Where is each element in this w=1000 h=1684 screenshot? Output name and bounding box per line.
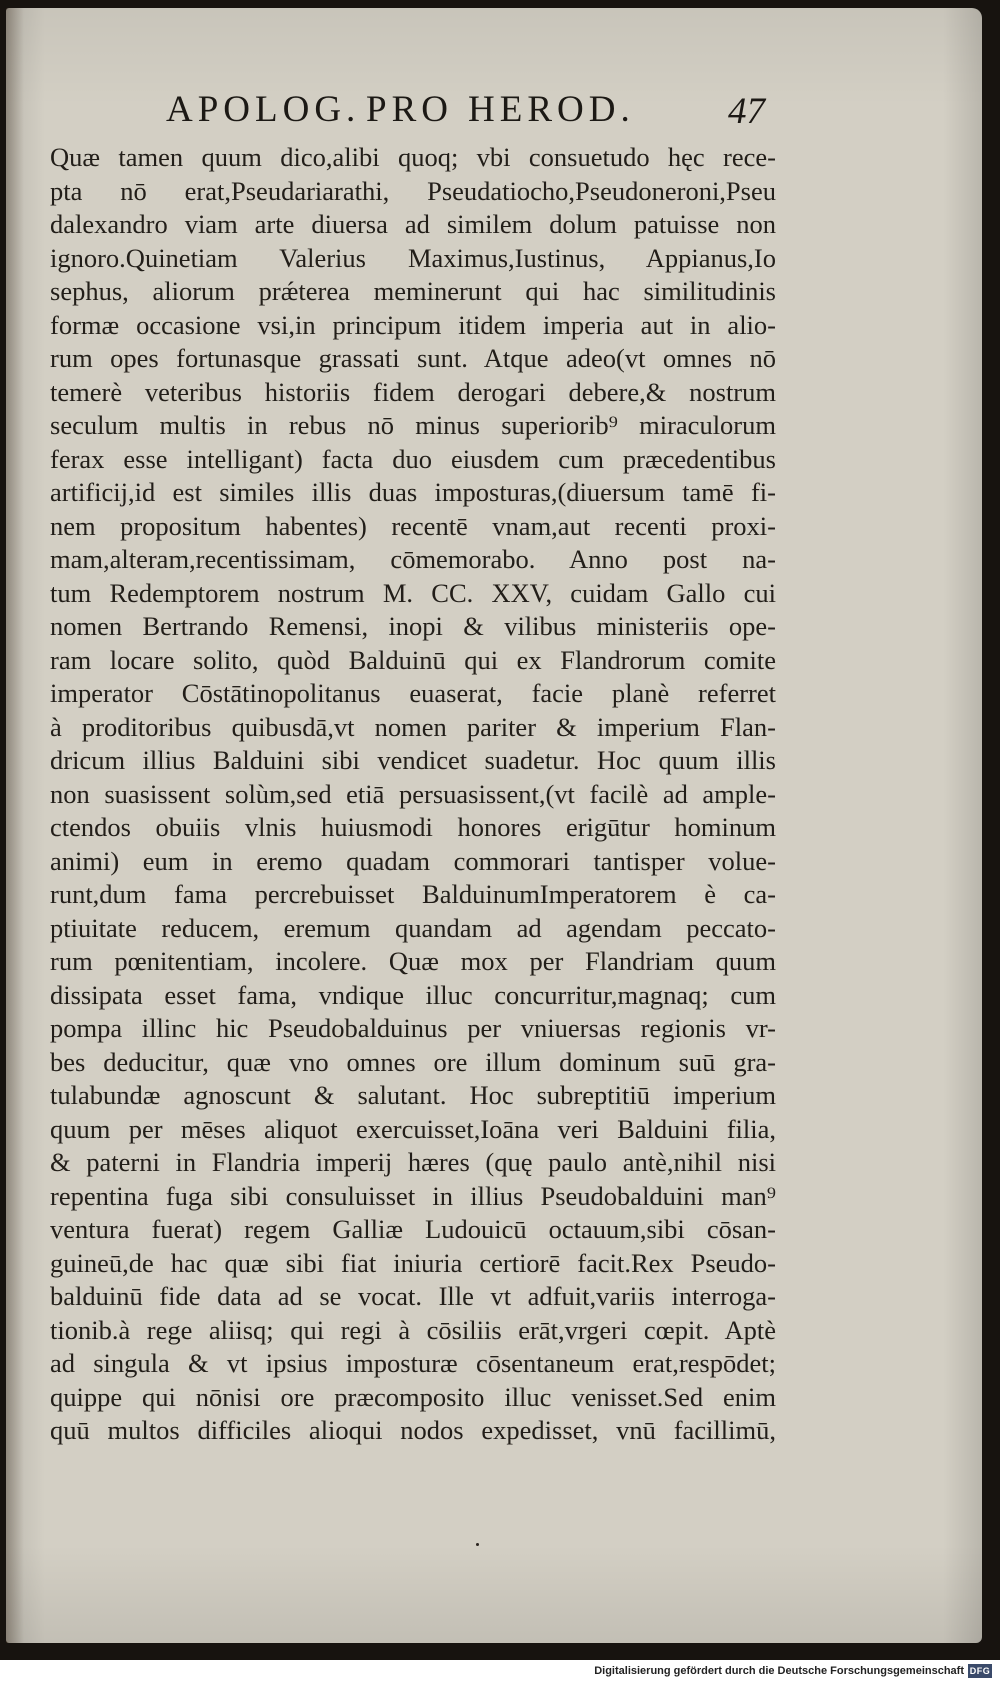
text-line: tulabundæ agnoscunt & salutant. Hoc subreptitiū imperium	[50, 1080, 776, 1110]
text-line: quū multos difficiles alioqui nodos expedisset, vnū facillimū,	[50, 1415, 776, 1445]
text-line: mam,alteram,recentissimam, cōmemorabo. Anno post na-	[50, 544, 776, 574]
text-line: imperator Cōstātinopolitanus euaserat, facie planè referret	[50, 678, 776, 708]
text-line: ventura fuerat) regem Galliæ Ludouicū octauum,sibi cōsan-	[50, 1214, 776, 1244]
text-line: nomen Bertrando Remensi, inopi & vilibus ministeriis ope-	[50, 611, 776, 641]
text-line: tionib.à rege aliisq; qui regi à cōsiliis erāt,vrgeri cœpit. Aptè	[50, 1314, 776, 1345]
text-line: balduinū fide data ad se vocat. Ille vt adfuit,variis interroga-	[50, 1281, 776, 1311]
text-line: ignoro.Quinetiam Valerius Maximus,Iustinus, Appianus,Io	[50, 242, 776, 273]
text-line: Quæ tamen quum dico,alibi quoq; vbi consuetudo hęc rece-	[50, 142, 776, 172]
text-line: pta nō erat,Pseudariarathi, Pseudatiocho,Pseudoneroni,Pseu	[50, 175, 776, 206]
running-head-middle: PRO	[366, 89, 453, 130]
text-line: repentina fuga sibi consuluisset in illius Pseudobalduini man⁹	[50, 1180, 776, 1211]
text-line: bes deducitur, quæ vno omnes ore illum dominum suū gra-	[50, 1046, 776, 1077]
text-line: & paterni in Flandria imperij hæres (quę paulo antè,nihil nisi	[50, 1147, 776, 1177]
text-line: dalexandro viam arte diuersa ad similem dolum patuisse non	[50, 209, 776, 239]
text-line: rum pœnitentiam, incolere. Quæ mox per Flandriam quum	[50, 946, 776, 976]
text-line: seculum multis in rebus nō minus superiorib⁹ miraculorum	[50, 410, 776, 440]
book-page	[6, 8, 982, 1643]
text-line: ad singula & vt ipsius imposturæ cōsentaneum erat,respōdet;	[50, 1348, 776, 1378]
text-line: ram locare solito, quòd Balduinū qui ex Flandrorum comite	[50, 644, 776, 675]
funding-credit: Digitalisierung gefördert durch die Deutsche Forschungsgemeinschaft	[594, 1665, 964, 1677]
dfg-logo-icon: DFG	[969, 1666, 991, 1676]
text-line: nem propositum habentes) recentē vnam,aut recenti proxi-	[50, 510, 776, 541]
page-number: 47	[728, 91, 765, 132]
running-head	[166, 88, 776, 138]
text-line: ctendos obuiis vlnis huiusmodi honores erigūtur hominum	[50, 812, 776, 842]
text-line: quum per mēses aliquot exercuisset,Ioāna veri Balduini filia,	[50, 1113, 776, 1144]
text-line: artificij,id est similes illis duas imposturas,(diuersum tamē fi-	[50, 477, 776, 507]
text-line: runt,dum fama percrebuisset BalduinumImperatorem è ca-	[50, 879, 776, 909]
ink-speck	[476, 1543, 479, 1546]
text-line: ptiuitate reducem, eremum quandam ad agendam peccato-	[50, 912, 776, 943]
text-line: temerè veteribus historiis fidem derogari debere,& nostrum	[50, 376, 776, 407]
text-line: non suasissent solùm,sed etiā persuasissent,(vt facilè ad ample-	[50, 778, 776, 809]
text-line: pompa illinc hic Pseudobalduinus per vniuersas regionis vr-	[50, 1013, 776, 1043]
text-line: dissipata esset fama, vndique illuc concurritur,magnaq; cum	[50, 979, 776, 1010]
text-line: tum Redemptorem nostrum M. CC. XXV, cuidam Gallo cui	[50, 577, 776, 608]
running-head-right: HEROD.	[468, 89, 635, 130]
text-line: rum opes fortunasque grassati sunt. Atque adeo(vt omnes nō	[50, 343, 776, 373]
text-line: ferax esse intelligant) facta duo eiusdem cum præcedentibus	[50, 443, 776, 474]
text-line: animi) eum in eremo quadam commorari tantisper volue-	[50, 845, 776, 876]
footer-bar	[0, 1660, 1000, 1684]
text-line: à proditoribus quibusdā,vt nomen pariter & imperium Flan-	[50, 711, 776, 742]
text-line: sephus, aliorum prǽterea meminerunt qui hac similitudinis	[50, 276, 776, 306]
text-line: guineū,de hac quæ sibi fiat iniuria certiorē facit.Rex Pseudo-	[50, 1247, 776, 1278]
text-line: dricum illius Balduini sibi vendicet suadetur. Hoc quum illis	[50, 745, 776, 775]
running-head-left: APOLOG.	[166, 89, 361, 130]
spine-shadow	[6, 8, 24, 1643]
text-line: quippe qui nōnisi ore præcomposito illuc venisset.Sed enim	[50, 1381, 776, 1412]
body-text	[50, 141, 776, 1448]
text-line: formæ occasione vsi,in principum itidem imperia aut in alio-	[50, 309, 776, 340]
